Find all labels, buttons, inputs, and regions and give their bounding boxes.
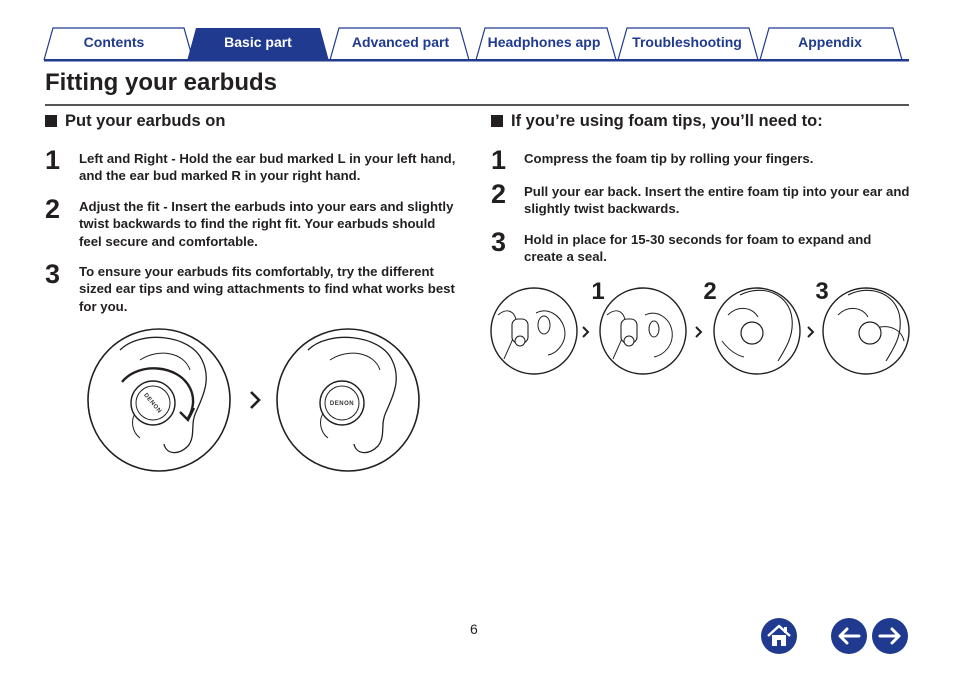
- foam-insert-illustration: [714, 288, 800, 374]
- left-step-3-text: To ensure your earbuds fits comfortably, try the different sized ear tips and wing attachments to find what works best for you.: [79, 264, 455, 314]
- chevron-right-icon: [696, 327, 701, 337]
- forward-button[interactable]: [871, 617, 909, 655]
- right-section-heading: [491, 111, 823, 131]
- left-step-3-number: 3: [45, 259, 61, 289]
- right-step-1-text: Compress the foam tip by rolling your fingers.: [524, 151, 814, 166]
- tab-advanced-part[interactable]: Advanced part: [351, 34, 450, 50]
- tab-troubleshooting[interactable]: Troubleshooting: [632, 34, 742, 50]
- square-bullet-icon: [491, 115, 503, 127]
- ear-fitted-illustration: [277, 329, 419, 471]
- tab-shapes: [0, 0, 954, 64]
- right-section-heading-text: If you’re using foam tips, you’ll need to:: [511, 112, 823, 130]
- left-section-heading-text: Put your earbuds on: [65, 112, 226, 130]
- page-number: 6: [470, 621, 478, 637]
- foam-compress-illustration-a: [491, 288, 577, 374]
- right-step-2-number: 2: [491, 179, 507, 209]
- left-step-1-number: 1: [45, 145, 61, 175]
- right-step-3-text: Hold in place for 15-30 seconds for foam to expand and create a seal.: [524, 232, 872, 265]
- left-step-1-text: Left and Right - Hold the ear bud marked L in your left hand, and the ear bud marked R in your right hand.: [79, 151, 456, 184]
- chevron-right-icon: [251, 392, 259, 408]
- earbud-fit-illustration: [80, 320, 430, 480]
- illustration-label-3: 3: [815, 278, 829, 305]
- left-section-heading: [45, 111, 225, 131]
- foam-tip-illustration: [488, 275, 912, 379]
- tab-appendix[interactable]: Appendix: [798, 34, 862, 50]
- left-step-2-text: Adjust the fit - Insert the earbuds into your ears and slightly twist backwards to find the right fit. Your earbuds should feel secure and comfortable.: [79, 199, 454, 249]
- chevron-right-icon: [808, 327, 813, 337]
- back-button[interactable]: [830, 617, 868, 655]
- earbud-logo-text: DENON: [329, 401, 355, 407]
- tab-contents[interactable]: Contents: [83, 34, 145, 50]
- ear-twist-illustration: [88, 329, 230, 471]
- home-button[interactable]: [760, 617, 798, 655]
- earbud-logo-text: DENON: [142, 392, 163, 415]
- tab-headphones-app[interactable]: Headphones app: [487, 34, 601, 50]
- right-step-3-number: 3: [491, 227, 507, 257]
- right-step-2-text: Pull your ear back. Insert the entire foam tip into your ear and slightly twist backwards.: [524, 184, 910, 217]
- foam-hold-illustration: [823, 288, 909, 374]
- tab-basic-part[interactable]: Basic part: [224, 34, 292, 50]
- illustration-label-2: 2: [703, 278, 717, 305]
- tab-bar: [0, 0, 954, 64]
- right-step-1-number: 1: [491, 145, 507, 175]
- left-step-2-number: 2: [45, 194, 61, 224]
- chevron-right-icon: [583, 327, 588, 337]
- title-divider: [45, 104, 909, 106]
- foam-compress-illustration-b: [600, 288, 686, 374]
- illustration-label-1: 1: [591, 278, 605, 305]
- square-bullet-icon: [45, 115, 57, 127]
- page-title: Fitting your earbuds: [45, 69, 278, 96]
